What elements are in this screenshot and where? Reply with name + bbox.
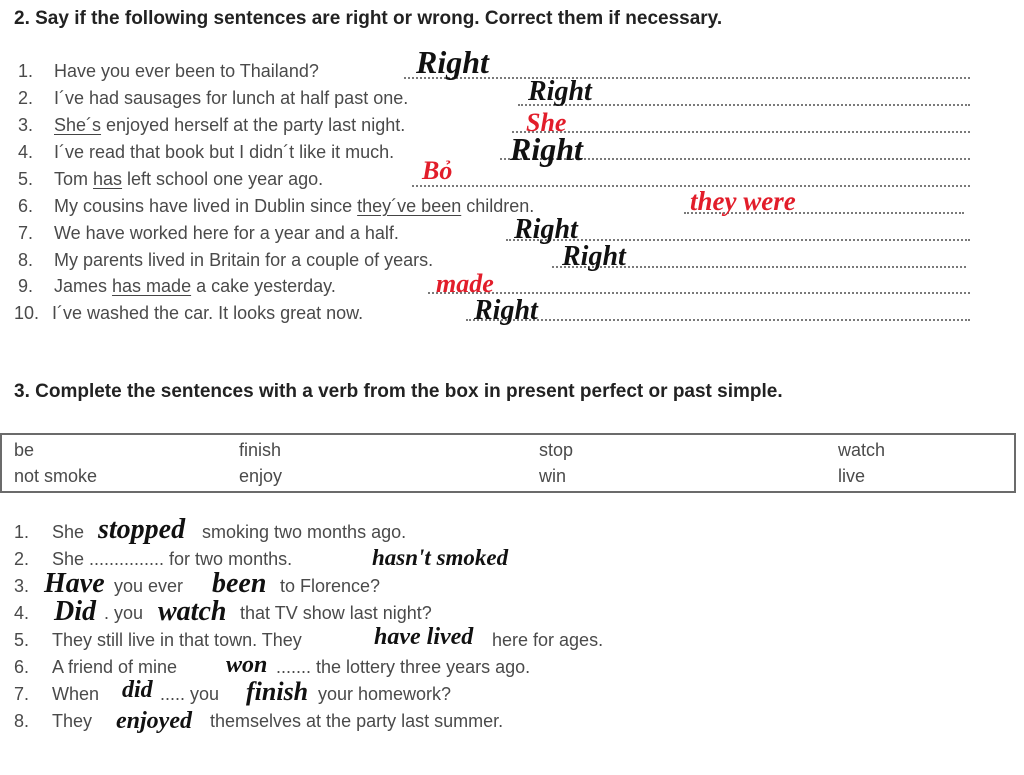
list-item: 2.	[14, 549, 30, 569]
list-item: 4. I´ve read that book but I didn´t like it much.	[18, 142, 395, 162]
list-item: 1.	[14, 522, 30, 542]
box-word: live	[838, 466, 866, 486]
list-item: 4.	[14, 603, 30, 623]
section-3-heading: 3. Complete the sentences with a verb from the box in present perfect or past simple.	[14, 381, 783, 402]
sentence-part: A friend of mine	[52, 657, 178, 677]
list-item: 5.	[14, 630, 30, 650]
handwritten-correction: they were	[690, 186, 796, 216]
list-item: 3.	[14, 576, 30, 596]
box-word: finish	[239, 440, 282, 460]
handwritten-answer: won	[226, 652, 268, 678]
handwritten-answer: Did	[54, 596, 96, 627]
handwritten-answer: did	[122, 677, 153, 703]
sentence-part: They still live in that town. They	[52, 630, 302, 650]
box-word: win	[539, 466, 567, 486]
handwritten-answer: hasn't smoked	[372, 545, 509, 570]
list-item: 6.	[14, 657, 30, 677]
section-2-heading: 2. Say if the following sentences are right or wrong. Correct them if necessary.	[14, 8, 723, 29]
list-item: 6. My cousins have lived in Dublin since they´ve been children.	[18, 196, 535, 216]
sentence-part: here for ages.	[492, 630, 604, 650]
handwritten-answer: have lived	[374, 624, 474, 650]
list-item: 8.	[14, 711, 30, 731]
handwritten-answer: stopped	[98, 514, 186, 545]
handwritten-answer: finish	[246, 677, 309, 706]
sentence-part: smoking two months ago.	[202, 522, 407, 542]
handwritten-answer: Have	[44, 568, 105, 599]
handwritten-answer: Right	[510, 131, 583, 167]
list-item: 3. She´s enjoyed herself at the party last night.	[18, 115, 406, 135]
answer-dotted-line	[466, 319, 970, 321]
sentence-part: ..... you	[160, 684, 220, 704]
sentence-part: ....... the lottery three years ago.	[276, 657, 531, 677]
box-word: not smoke	[14, 466, 98, 486]
answer-dotted-line	[428, 292, 970, 294]
handwritten-answer: been	[212, 568, 267, 599]
box-word: be	[14, 440, 35, 460]
box-word: stop	[539, 440, 574, 460]
sentence-part: When	[52, 684, 100, 704]
sentence-part: They	[52, 711, 93, 731]
sentence-part: to Florence?	[280, 576, 381, 596]
handwritten-answer: Right	[514, 214, 578, 245]
sentence-part: She	[52, 522, 85, 542]
sentence-part: you ever	[114, 576, 184, 596]
list-item: 7. We have worked here for a year and a half.	[18, 223, 399, 243]
list-item: 9. James has made a cake yesterday.	[18, 276, 336, 296]
handwritten-correction: She	[526, 108, 567, 137]
handwritten-answer: enjoyed	[116, 708, 192, 734]
sentence-part: that TV show last night?	[240, 603, 432, 623]
handwritten-answer: Right	[562, 241, 626, 272]
handwritten-answer: Right	[474, 295, 538, 326]
box-word: enjoy	[239, 466, 283, 486]
list-item: 5. Tom has left school one year ago.	[18, 169, 324, 189]
list-item: 10. I´ve washed the car. It looks great now.	[14, 303, 364, 323]
handwritten-answer: watch	[158, 596, 227, 627]
list-item: 7.	[14, 684, 30, 704]
list-item: 1. Have you ever been to Thailand?	[18, 61, 319, 81]
sentence-part: She ............... for two months.	[52, 549, 293, 569]
handwritten-answer: Right	[416, 44, 489, 80]
sentence-part: themselves at the party last summer.	[210, 711, 504, 731]
list-item: 8. My parents lived in Britain for a couple of years.	[18, 250, 434, 270]
box-word: watch	[838, 440, 886, 460]
handwritten-correction: made	[436, 269, 494, 298]
sentence-part: your homework?	[318, 684, 452, 704]
handwritten-correction: Bỏ	[422, 156, 453, 185]
list-item: 2. I´ve had sausages for lunch at half past one.	[18, 88, 409, 108]
sentence-part: . you	[104, 603, 144, 623]
word-box	[0, 433, 1016, 493]
handwritten-answer: Right	[528, 76, 592, 107]
